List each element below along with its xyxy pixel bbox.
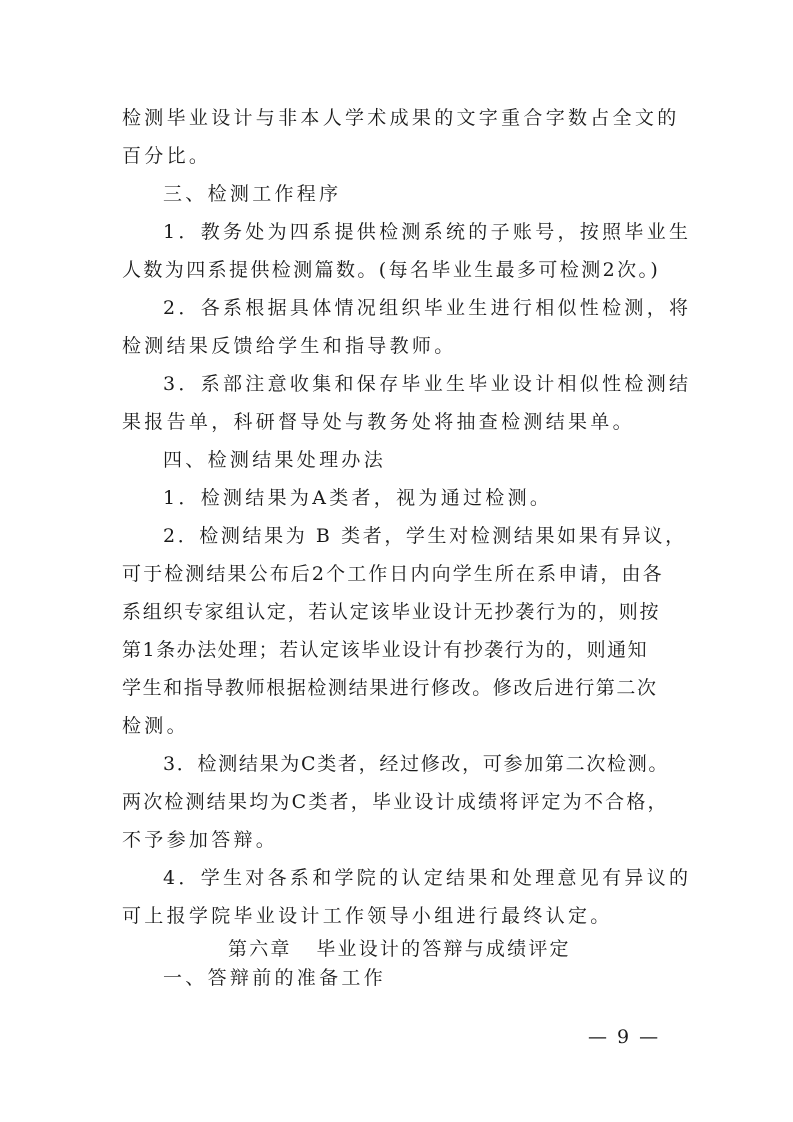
body-line: 可上报学院毕业设计工作领导小组进行最终认定。 (122, 905, 613, 927)
body-line: 1．检测结果为A类者，视为通过检测。 (163, 487, 553, 509)
body-line: 第1条办法处理；若认定该毕业设计有抄袭行为的，则通知 (122, 639, 649, 661)
chapter-title: 第六章 毕业设计的答辩与成绩评定 (228, 938, 571, 960)
body-line: 3．检测结果为C类者，经过修改，可参加第二次检测。 (163, 753, 670, 775)
body-line: 检测。 (122, 715, 189, 737)
section-heading-preparation: 一、答辩前的准备工作 (163, 967, 387, 989)
body-line: 检测结果反馈给学生和指导教师。 (122, 335, 457, 357)
section-heading-procedure: 三、检测工作程序 (163, 183, 342, 205)
page-number: — 9 — (588, 1026, 661, 1048)
body-line: 人数为四系提供检测篇数。(每名毕业生最多可检测2次。) (122, 259, 661, 281)
body-line: 不予参加答辩。 (122, 829, 279, 851)
body-line: 1．教务处为四系提供检测系统的子账号，按照毕业生 (163, 221, 692, 243)
body-line: 学生和指导教师根据检测结果进行修改。修改后进行第二次 (122, 677, 658, 699)
body-line: 4．学生对各系和学院的认定结果和处理意见有异议的 (163, 867, 692, 889)
body-line: 两次检测结果均为C类者，毕业设计成绩将评定为不合格， (122, 791, 669, 813)
body-line: 系组织专家组认定，若认定该毕业设计无抄袭行为的，则按 (122, 601, 661, 623)
body-line: 2．检测结果为 B 类者，学生对检测结果如果有异议， (163, 525, 687, 547)
body-line: 可于检测结果公布后2个工作日内向学生所在系申请，由各 (122, 563, 664, 585)
section-heading-handling: 四、检测结果处理办法 (163, 449, 387, 471)
body-line: 3．系部注意收集和保存毕业生毕业设计相似性检测结 (163, 373, 692, 395)
body-line: 检测毕业设计与非本人学术成果的文字重合字数占全文的 (122, 107, 680, 129)
body-line: 百分比。 (122, 145, 212, 167)
body-line: 果报告单，科研督导处与教务处将抽查检测结果单。 (122, 411, 635, 433)
body-line: 2．各系根据具体情况组织毕业生进行相似性检测，将 (163, 297, 692, 319)
